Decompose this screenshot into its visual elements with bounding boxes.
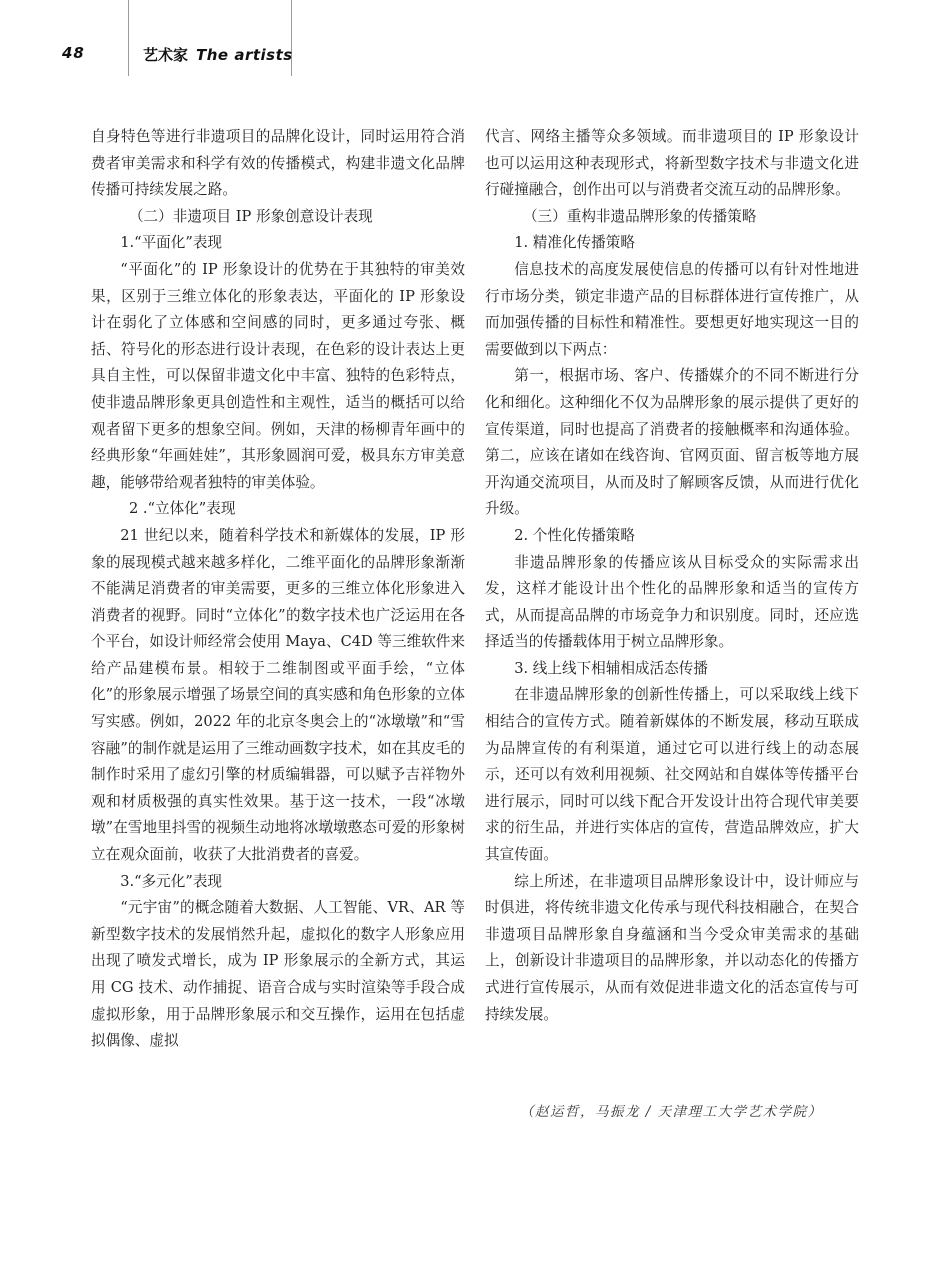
paragraph: 代言、网络主播等众多领域。而非遗项目的 IP 形象设计也可以运用这种表现形式，将新型数字技术与非遗文化进行碰撞融合，创作出可以与消费者交流互动的品牌形象。 bbox=[485, 128, 859, 199]
paragraph: “元宇宙”的概念随着大数据、人工智能、VR、AR 等新型数字技术的发展悄然升起，虚拟化的数字人形象应用出现了喷发式增长，成为 IP 形象展示的全新方式，其运用 CG 技术、动作捕捉、语音合成与实时渲染等手段合成虚拟形象，用于品牌形象展示和交互操作，运用在包括虚拟偶像、虚拟 bbox=[91, 899, 465, 1050]
journal-title bbox=[143, 44, 293, 65]
section-heading: （二）非遗项目 IP 形象创意设计表现 bbox=[128, 207, 373, 225]
subsection-heading: 1. 精准化传播策略 bbox=[514, 234, 635, 252]
journal-title-en: The artists bbox=[196, 46, 293, 64]
paragraph: 非遗品牌形象的传播应该从目标受众的实际需求出发，这样才能设计出个性化的品牌形象和适当的宣传方式，从而提高品牌的市场竞争力和识别度。同时，还应选择适当的传播载体用于树立品牌形象。 bbox=[485, 553, 859, 651]
right-column bbox=[485, 124, 859, 1028]
header-divider-left bbox=[128, 0, 129, 76]
left-column bbox=[91, 124, 465, 1055]
journal-title-cn: 艺术家 bbox=[143, 46, 189, 64]
paragraph: “平面化”的 IP 形象设计的优势在于其独特的审美效果，区别于三维立体化的形象表达，平面化的 IP 形象设计在弱化了立体感和空间感的同时，更多通过夸张、概括、符号化的形态进行设计表现，在色彩的设计表达上更具自主性，可以保留非遗文化中丰富、独特的色彩特点，使非遗品牌形象更具创造性和主观性，适当的概括可以给观者留下更多的想象空间。例如，天津的杨柳青年画中的经典形象“年画娃娃”，其形象圆润可爱，极具东方审美意趣，能够带给观者独特的审美体验。 bbox=[91, 260, 465, 491]
paragraph: 21 世纪以来，随着科学技术和新媒体的发展，IP 形象的展现模式越来越多样化，二维平面化的品牌形象渐渐不能满足消费者的审美需要，更多的三维立体化形象进入消费者的视野。同时“立体化”的数字技术也广泛运用在各个平台，如设计师经常会使用 Maya、C4D 等三维软件来给产品建模布景。相较于二维制图或平面手绘，“立体化”的形象展示增强了场景空间的真实感和角色形象的立体写实感。例如，2022 年的北京冬奥会上的“冰墩墩”和“雪容融”的制作就是运用了三维动画数字技术，如在其皮毛的制作时采用了虚幻引擎的材质编辑器，可以赋予吉祥物外观和材质极强的真实性效果。基于这一技术，一段“冰墩墩”在雪地里抖雪的视频生动地将冰墩墩憨态可爱的形象树立在观众面前，收获了大批消费者的喜爱。 bbox=[91, 526, 465, 864]
paragraph: 第一，根据市场、客户、传播媒介的不同不断进行分化和细化。这种细化不仅为品牌形象的展示提供了更好的宣传渠道，同时也提高了消费者的接触概率和沟通体验。第二，应该在诸如在线咨询、官网页面、留言板等地方展开沟通交流项目，从而及时了解顾客反馈，从而进行优化升级。 bbox=[485, 367, 859, 518]
subsection-heading: 2. 个性化传播策略 bbox=[514, 526, 635, 544]
author-credit: （赵运哲，马振龙 / 天津理工大学艺术学院） bbox=[520, 1104, 823, 1120]
paragraph: 自身特色等进行非遗项目的品牌化设计，同时运用符合消费者审美需求和科学有效的传播模式，构建非遗文化品牌传播可持续发展之路。 bbox=[91, 128, 465, 199]
paragraph: 在非遗品牌形象的创新性传播上，可以采取线上线下相结合的宣传方式。随着新媒体的不断发展，移动互联成为品牌宣传的有利渠道，通过它可以进行线上的动态展示，还可以有效利用视频、社交网站和自媒体等传播平台进行展示，同时可以线下配合开发设计出符合现代审美要求的衍生品，并进行实体店的宣传，营造品牌效应，扩大其宣传面。 bbox=[485, 686, 859, 864]
subsection-heading: 3. 线上线下相辅相成活态传播 bbox=[514, 659, 708, 677]
subsection-heading: 2 .“立体化”表现 bbox=[128, 500, 236, 518]
subsection-heading: 3.“多元化”表现 bbox=[120, 872, 223, 890]
subsection-heading: 1.“平面化”表现 bbox=[120, 234, 223, 252]
paragraph: 信息技术的高度发展使信息的传播可以有针对性地进行市场分类，锁定非遗产品的目标群体进行宣传推广，从而加强传播的目标性和精准性。要想更好地实现这一目的需要做到以下两点： bbox=[485, 260, 859, 358]
section-heading: （三）重构非遗品牌形象的传播策略 bbox=[522, 207, 757, 225]
page-number: 48 bbox=[62, 44, 85, 62]
paragraph: 综上所述，在非遗项目品牌形象设计中，设计师应与时俱进，将传统非遗文化传承与现代科技相融合，在契合非遗项目品牌形象自身蕴涵和当今受众审美需求的基础上，创新设计非遗项目的品牌形象，并以动态化的传播方式进行宣传展示，从而有效促进非遗文化的活态宣传与可持续发展。 bbox=[485, 872, 859, 1023]
